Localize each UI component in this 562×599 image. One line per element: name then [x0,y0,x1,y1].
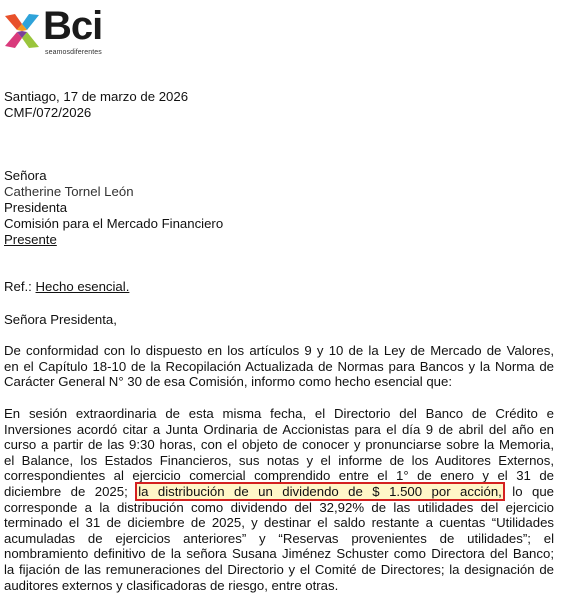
bci-tagline: seamosdiferentes [45,49,102,56]
paragraph-2-line: En sesión extraordinaria de esta misma fecha, el Directorio del Banco de Crédito e [4,406,554,421]
paragraph-2-line: curso a partir de las 9:30 horas, con el objeto de conocer y pronunciarse sobre la Memoria, [4,437,554,453]
recipient-organization: Comisión para el Mercado Financiero [4,216,224,231]
bci-wordmark: Bci [43,4,103,48]
subject-value: Hecho esencial. [35,279,130,294]
paragraph-1-line: en el Capítulo 18-10 de la Recopilación Actualizada de Normas para Bancos y la Norma de [4,358,554,374]
recipient-name: Catherine Tornel León [4,184,134,199]
bci-logo [3,6,113,58]
paragraph-1-line: De conformidad con lo dispuesto en los artículos 9 y 10 de la Ley de Mercado de Valores, [4,343,554,358]
highlight-suffix: lo que [512,483,554,499]
date-line: Santiago, 17 de marzo de 2026 [4,89,189,104]
reference-code: CMF/072/2026 [4,105,92,120]
recipient-presente: Presente [4,232,57,247]
paragraph-2-highlight-line [4,484,554,500]
paragraph-2-line: terminado el 31 de diciembre de 2025, y destinar el saldo restante a cuentas “Utilidades [4,515,554,531]
paragraph-1-line: Carácter General N° 30 de esa Comisión, informo como hecho esencial que: [4,374,453,390]
paragraph-2-line: el Balance, los Estados Financieros, sus notas y el informe de los Auditores Externos, [4,452,554,468]
highlight-prefix: diciembre de 2025; [4,483,128,499]
paragraph-2-line: auditores externos y clasificadoras de riesgo, entre otras. [4,577,339,593]
paragraph-2-line: Inversiones acordó citar a Junta Ordinaria de Accionistas para el día 9 de abril del año en [4,421,554,437]
greeting: Señora Presidenta, [4,312,117,327]
paragraph-2 [4,406,554,593]
paragraph-2-line: acumuladas de ejercicios anteriores” y “Reservas provenientes de utilidades”; el [4,530,554,546]
paragraph-2-line: corresponde a la distribución como dividendo del 32,92% de las utilidades del ejercicio [4,499,554,515]
paragraph-1 [4,343,554,390]
paragraph-2-line: correspondientes al ejercicio comercial comprendido entre el 1° de enero y el 31 de [4,468,554,484]
bci-logo-icon [3,12,41,50]
subject-line [4,279,129,295]
recipient-title: Presidenta [4,200,68,215]
paragraph-2-line: nombramiento definitivo de la señora Susana Jiménez Schuster como Directora del Banco; [4,546,554,562]
recipient-salutation: Señora [4,168,47,183]
subject-label: Ref.: [4,279,32,294]
dividend-highlight: la distribución de un dividendo de $ 1.500 por acción, [138,483,502,499]
paragraph-2-line: la fijación de las remuneraciones del Directorio y el Comité de Directores; la designación de [4,561,554,577]
